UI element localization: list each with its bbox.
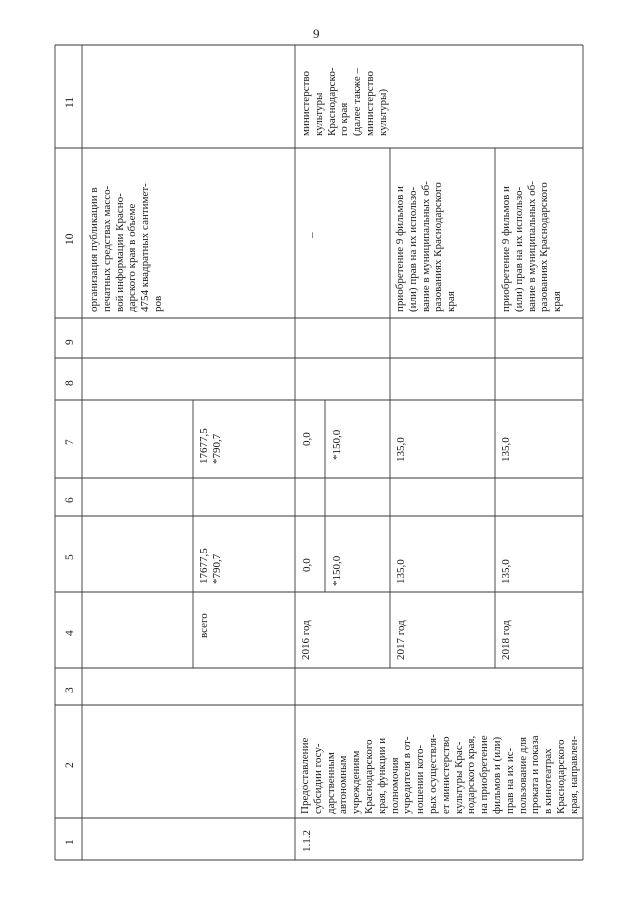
year-2018-label: 2018 год [500, 620, 512, 660]
col-header-4: 4 [64, 630, 76, 636]
continued-year-total: всего [198, 613, 210, 638]
year-2016-label: 2016 год [300, 620, 312, 660]
year-2017-col5-value: 135,0 [395, 559, 407, 584]
continued-col7-value: 17677,5 *790,7 [198, 428, 223, 464]
col-header-2: 2 [64, 762, 76, 768]
page-number: 9 [313, 26, 320, 41]
year-2017-label: 2017 год [395, 620, 407, 660]
col-header-3: 3 [64, 687, 76, 693]
year-2017-col10-text: приобретение 9 фильмов и (или) прав на их использо- вание в муниципальных об- разованиях Краснодарского края [394, 181, 458, 312]
continued-col10-text: организация публикации в печатных средствах массо- вой информации Красно- дарского края в объеме 4754 квадратных сантимет- ров [88, 183, 164, 312]
year-2016-col7-value: 0,0 [301, 432, 313, 446]
year-2016-col10-dash: – [306, 232, 318, 238]
col-header-11: 11 [64, 96, 76, 108]
year-2016-col5-extra: *150,0 [331, 555, 343, 586]
col-header-1: 1 [64, 839, 76, 845]
year-2016-col7-extra: *150,0 [331, 429, 343, 460]
col-header-7: 7 [64, 439, 76, 445]
row-number: 1.1.2 [301, 830, 313, 852]
row-name: Предоставление субсидии госу- дарственным автономным учреждениям Краснодарского края, функции и полномочия учредителя в от- ношении кото- рых осуществля- ет министерство культуры Крас- нодарского края, на приобретение фильмов и (или) прав на их ис- пользование для проката и показа в кинотеатрах Краснодарского края, направлен- [299, 734, 580, 814]
year-2018-col10-text: приобретение 9 фильмов и (или) прав на их использо- вание в муниципальных об- разованиях Краснодарского края [500, 181, 564, 312]
col-header-5: 5 [64, 554, 76, 560]
col-header-8: 8 [64, 380, 76, 386]
col-header-9: 9 [64, 339, 76, 345]
row-executor: министерство культуры Краснодарско- го края (далее также – министерство культуры) [300, 67, 389, 136]
year-2016-col5-value: 0,0 [301, 558, 313, 572]
continued-col5-value: 17677,5 *790,7 [198, 548, 223, 584]
col-header-10: 10 [64, 233, 76, 245]
col-header-6: 6 [64, 497, 76, 503]
year-2018-col7-value: 135,0 [500, 437, 512, 462]
year-2018-col5-value: 135,0 [500, 559, 512, 584]
year-2017-col7-value: 135,0 [395, 437, 407, 462]
